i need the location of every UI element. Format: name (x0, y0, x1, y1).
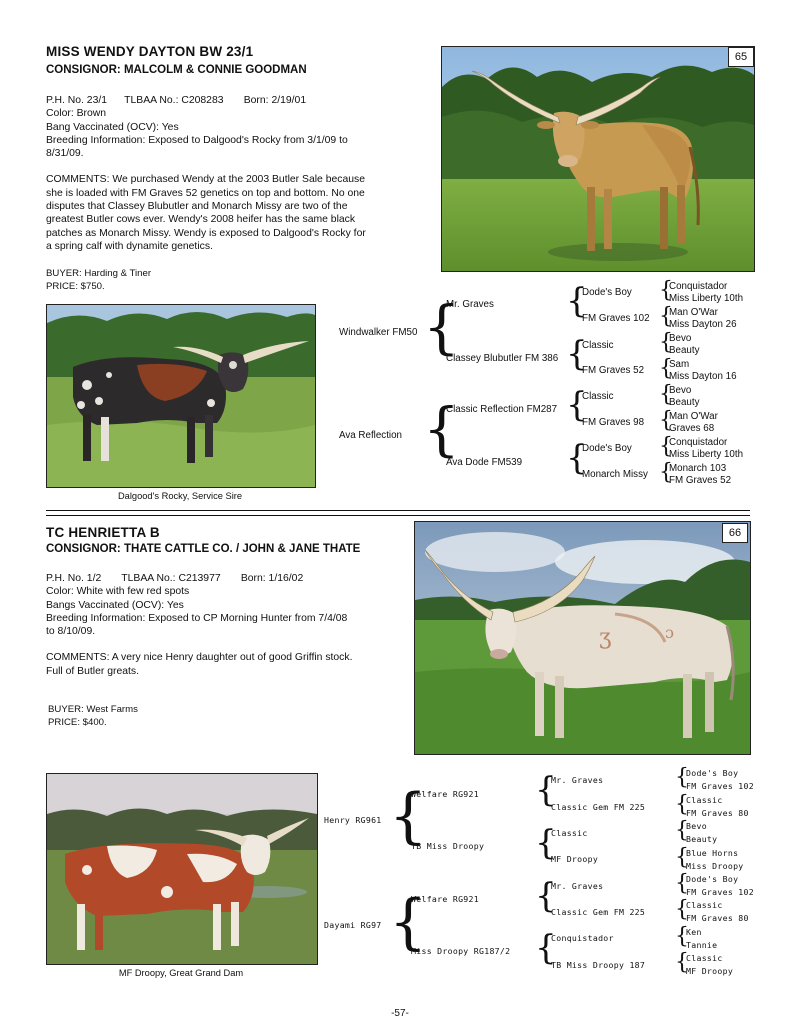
pedigree-g4: Conquistador (669, 281, 728, 292)
pedigree-sire: Henry RG961 (324, 815, 382, 825)
pedigree-g4: Dode's Boy (686, 874, 739, 884)
pedigree-g3: Classic Gem FM 225 (551, 907, 646, 917)
pedigree-brace: { (389, 781, 428, 851)
pedigree-g3: Conquistador (551, 933, 614, 943)
pedigree-g3: FM Graves 98 (582, 417, 645, 428)
lot65-breeding-2: 8/31/09. (46, 148, 84, 160)
pedigree-g3: Mr. Graves (551, 775, 604, 785)
pedigree-g3: FM Graves 52 (582, 365, 645, 376)
pedigree-g4: Classic (686, 953, 723, 963)
lot65-buyer: BUYER: Harding & Tiner (46, 268, 152, 279)
lot66-id-line: P.H. No. 1/2 TLBAA No.: C213977 Born: 1/16/02 (46, 573, 304, 584)
lot66-dam-caption: MF Droopy, Great Grand Dam (118, 968, 244, 978)
pedigree-g2: Welfare RG921 (411, 789, 479, 799)
comment-line: Full of Butler greats. (46, 665, 139, 677)
lot65-cow-photo (441, 46, 755, 272)
pedigree-dam: Dayami RG97 (324, 920, 382, 930)
pedigree-g3: TB Miss Droopy 187 (551, 960, 646, 970)
pedigree-g4: Ken (686, 927, 702, 937)
pedigree-g3: Classic (582, 391, 614, 402)
lot65-sire-caption: Dalgood's Rocky, Service Sire (117, 491, 243, 501)
pedigree-g4: Beauty (686, 834, 718, 844)
pedigree-g3: Mr. Graves (551, 881, 604, 891)
section-divider (46, 510, 750, 511)
pedigree-g2: Classey Blubutler FM 386 (446, 353, 559, 364)
pedigree-brace: { (659, 434, 673, 459)
pedigree-g4: Man O'War (669, 411, 718, 422)
lot65-color: Color: Brown (46, 108, 107, 120)
lot65-title: MISS WENDY DAYTON BW 23/1 (46, 44, 254, 59)
pedigree-g4: MF Droopy (686, 966, 734, 976)
lot65-price: PRICE: $750. (46, 281, 105, 292)
pedigree-g4: Dode's Boy (686, 768, 739, 778)
lot66-details (46, 572, 406, 678)
pedigree-g4: Classic (686, 900, 723, 910)
pedigree-g4: Bevo (669, 385, 692, 396)
pedigree-brace: { (659, 278, 673, 303)
pedigree-brace: { (675, 950, 689, 975)
lot65-bang: Bang Vaccinated (OCV): Yes (46, 121, 179, 133)
pedigree-brace: { (423, 395, 460, 463)
pedigree-g4: FM Graves 102 (686, 887, 754, 897)
pedigree-g4: Bevo (669, 333, 692, 344)
pedigree-brace: { (675, 845, 689, 870)
pedigree-g4: Monarch 103 (669, 463, 727, 474)
pedigree-brace: { (535, 770, 557, 810)
pedigree-brace: { (675, 924, 689, 949)
pedigree-brace: { (566, 281, 588, 321)
pedigree-brace: { (535, 876, 557, 916)
pedigree-dam: Ava Reflection (339, 430, 402, 441)
pedigree-g4: FM Graves 80 (686, 913, 749, 923)
pedigree-g4: Man O'War (669, 307, 718, 318)
pedigree-g3: Monarch Missy (582, 469, 648, 480)
pedigree-brace: { (675, 897, 689, 922)
pedigree-brace: { (566, 334, 588, 374)
pedigree-brace: { (659, 408, 673, 433)
pedigree-g4: Conquistador (669, 437, 728, 448)
comment-line: COMMENTS: A very nice Henry daughter out of good Griffin stock. (46, 652, 353, 664)
pedigree-g4: Miss Dayton 26 (669, 319, 737, 330)
pedigree-brace: { (535, 928, 557, 968)
pedigree-brace: { (423, 293, 460, 361)
pedigree-brace: { (675, 792, 689, 817)
pedigree-brace: { (535, 823, 557, 863)
section-divider (46, 515, 750, 516)
lot66-comments (46, 651, 406, 678)
pedigree-g4: Graves 68 (669, 423, 715, 434)
pedigree-g2: Miss Droopy RG187/2 (411, 946, 511, 956)
pedigree-g3: Dode's Boy (582, 443, 632, 454)
pedigree-brace: { (566, 438, 588, 478)
lot66-lot-number: 66 (722, 523, 748, 543)
pedigree-g4: Beauty (669, 345, 700, 356)
comment-line: COMMENTS: We purchased Wendy at the 2003 Butler Sale because (46, 174, 365, 186)
comment-line: disputes that Classey Blubutler and Monarch Missy are two of the (46, 201, 348, 213)
pedigree-sire: Windwalker FM50 (339, 327, 418, 338)
pedigree-g4: Miss Droopy (686, 861, 744, 871)
comment-line: patches as Monarch Missy. Wendy is exposed to Dalgood's Rocky for (46, 227, 366, 239)
pedigree-g3: Dode's Boy (582, 287, 632, 298)
lot66-breeding-2: to 8/10/09. (46, 626, 96, 638)
comment-line: she is loaded with FM Graves 52 genetics on top and bottom. No one (46, 187, 365, 199)
pedigree-g3: FM Graves 102 (582, 313, 650, 324)
page-number: -57- (391, 1008, 409, 1019)
pedigree-brace: { (659, 356, 673, 381)
pedigree-g4: Miss Dayton 16 (669, 371, 737, 382)
pedigree-g2: Mr. Graves (446, 299, 494, 310)
pedigree-g4: Tannie (686, 940, 718, 950)
lot66-dam-photo (46, 773, 318, 965)
pedigree-g4: Blue Horns (686, 848, 739, 858)
pedigree-g4: FM Graves 52 (669, 475, 732, 486)
pedigree-brace: { (389, 887, 428, 957)
lot65-breeding-1: Breeding Information: Exposed to Dalgood's Rocky from 3/1/09 to (46, 134, 348, 146)
pedigree-brace: { (659, 304, 673, 329)
pedigree-g2: Welfare RG921 (411, 894, 479, 904)
lot65-consignor: CONSIGNOR: MALCOLM & CONNIE GOODMAN (46, 64, 307, 76)
lot65-details (46, 94, 426, 253)
svg-text:ɔ: ɔ (665, 623, 674, 642)
svg-text:ʒ: ʒ (599, 625, 612, 650)
lot66-bang: Bangs Vaccinated (OCV): Yes (46, 599, 184, 611)
comment-line: greatest Butler cows ever. Wendy's 2008 heifer has the same black (46, 214, 356, 226)
pedigree-brace: { (659, 330, 673, 355)
pedigree-brace: { (659, 460, 673, 485)
pedigree-brace: { (659, 382, 673, 407)
pedigree-brace: { (675, 871, 689, 896)
lot66-title: TC HENRIETTA B (46, 525, 160, 540)
pedigree-g3: Classic (582, 340, 614, 351)
lot66-cow-photo (414, 521, 751, 755)
lot65-lot-number: 65 (728, 47, 754, 67)
pedigree-g4: Miss Liberty 10th (669, 293, 744, 304)
pedigree-g4: Miss Liberty 10th (669, 449, 744, 460)
lot66-breeding-1: Breeding Information: Exposed to CP Morning Hunter from 7/4/08 (46, 612, 348, 624)
pedigree-brace: { (675, 818, 689, 843)
pedigree-g4: FM Graves 80 (686, 808, 749, 818)
pedigree-g3: MF Droopy (551, 854, 599, 864)
pedigree-g4: Sam (669, 359, 690, 370)
pedigree-g4: Bevo (686, 821, 707, 831)
pedigree-g4: Classic (686, 795, 723, 805)
pedigree-g2: TB Miss Droopy (411, 841, 485, 851)
comment-line: a spring calf with dynamite genetics. (46, 240, 213, 252)
pedigree-brace: { (566, 385, 588, 425)
lot66-price: PRICE: $400. (48, 717, 107, 728)
pedigree-g3: Classic Gem FM 225 (551, 802, 646, 812)
lot66-color: Color: White with few red spots (46, 586, 190, 598)
lot66-buyer: BUYER: West Farms (48, 704, 138, 715)
lot65-comments (46, 173, 426, 253)
lot66-consignor: CONSIGNOR: THATE CATTLE CO. / JOHN & JANE THATE (46, 543, 361, 555)
pedigree-g2: Classic Reflection FM287 (446, 404, 558, 415)
pedigree-g4: Beauty (669, 397, 700, 408)
lot65-sire-photo (46, 304, 316, 488)
pedigree-brace: { (675, 765, 689, 790)
pedigree-g4: FM Graves 102 (686, 781, 754, 791)
pedigree-g2: Ava Dode FM539 (446, 457, 523, 468)
pedigree-g3: Classic (551, 828, 588, 838)
lot65-id-line: P.H. No. 23/1 TLBAA No.: C208283 Born: 2/19/01 (46, 95, 307, 106)
